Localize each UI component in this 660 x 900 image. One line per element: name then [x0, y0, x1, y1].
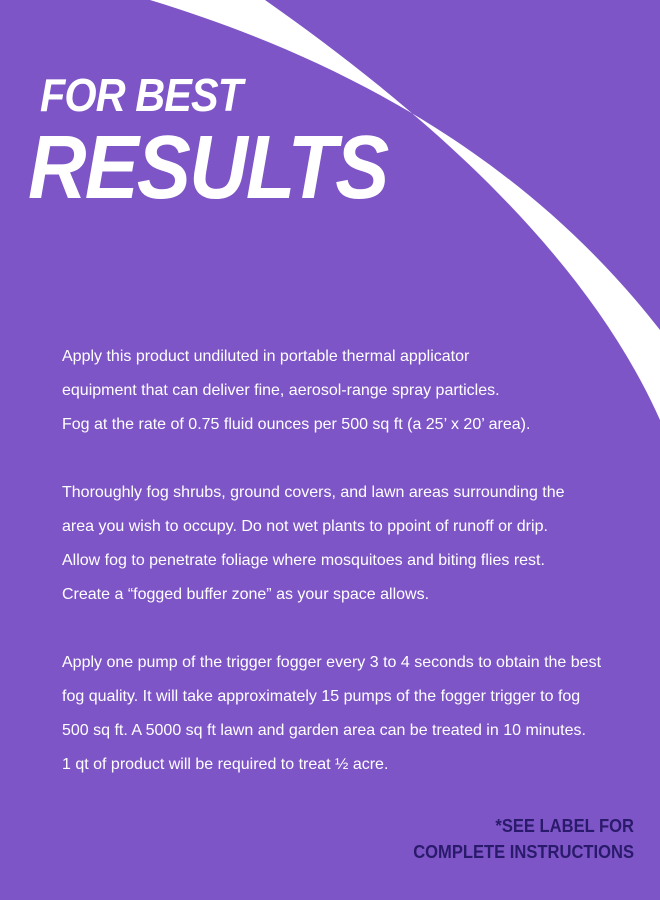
- text-line: Create a “fogged buffer zone” as your space allows.: [62, 586, 430, 603]
- text-line: equipment that can deliver fine, aerosol-range spray particles.: [62, 382, 500, 399]
- paragraph-fogging-areas: [62, 476, 622, 612]
- see-label-note: [413, 813, 634, 865]
- heading-line-1: FOR BEST: [40, 69, 243, 121]
- text-line: Fog at the rate of 0.75 fluid ounces per 500 sq ft (a 25’ x 20’ area).: [62, 416, 531, 433]
- text-line: Thoroughly fog shrubs, ground covers, and lawn areas surrounding the: [62, 484, 565, 501]
- text-line: Allow fog to penetrate foliage where mosquitoes and biting flies rest.: [62, 552, 545, 569]
- heading-line-2: RESULTS: [28, 118, 388, 218]
- text-line: Apply this product undiluted in portable thermal applicator: [62, 348, 470, 365]
- paragraph-application-rate: [62, 340, 622, 442]
- instructions-body: [62, 340, 622, 816]
- paragraph-pump-usage: [62, 646, 622, 782]
- note-line-1: *SEE LABEL FOR: [495, 816, 634, 836]
- text-line: 500 sq ft. A 5000 sq ft lawn and garden area can be treated in 10 minutes.: [62, 722, 586, 739]
- text-line: area you wish to occupy. Do not wet plants to ppoint of runoff or drip.: [62, 518, 548, 535]
- text-line: fog quality. It will take approximately 15 pumps of the fogger trigger to fog: [62, 688, 581, 705]
- note-line-2: COMPLETE INSTRUCTIONS: [413, 842, 634, 862]
- text-line: 1 qt of product will be required to treat ½ acre.: [62, 756, 389, 773]
- text-line: Apply one pump of the trigger fogger every 3 to 4 seconds to obtain the best: [62, 654, 602, 671]
